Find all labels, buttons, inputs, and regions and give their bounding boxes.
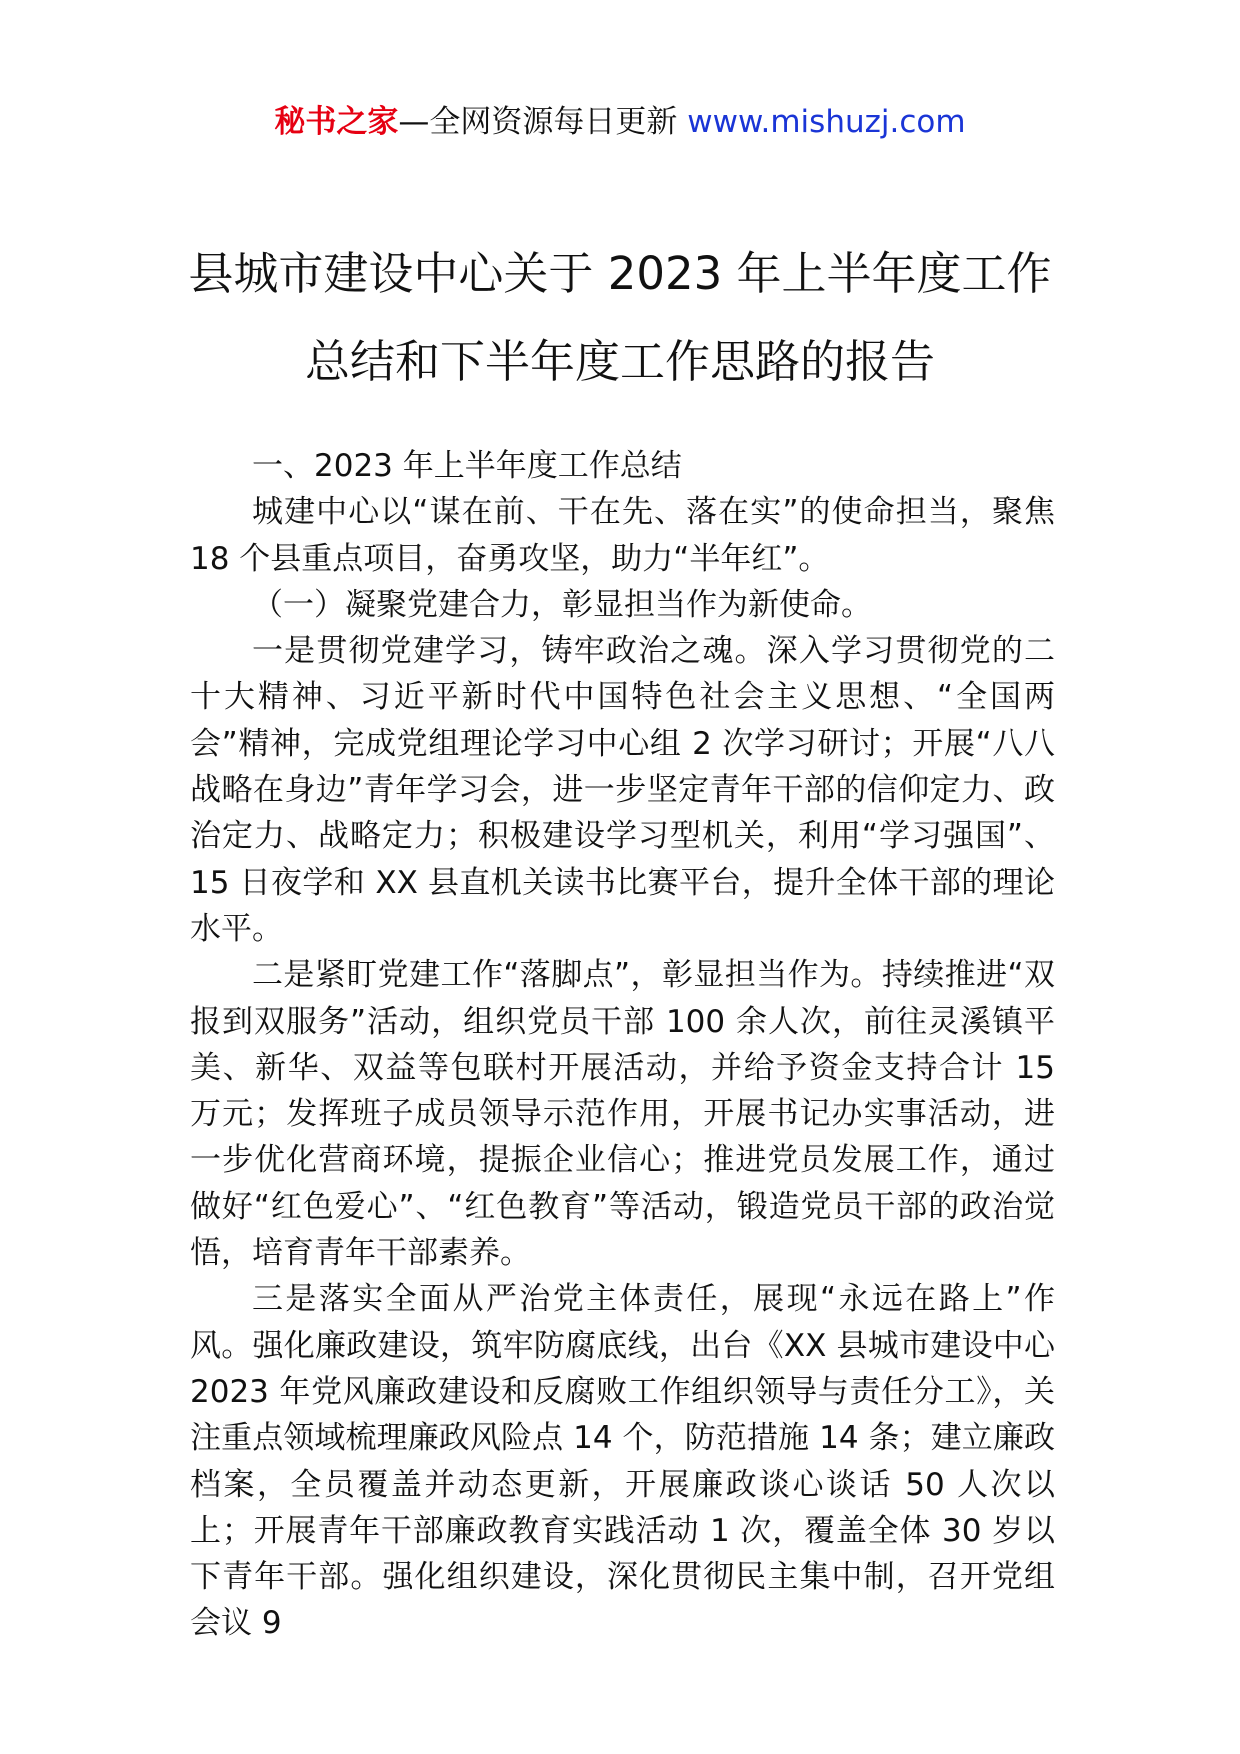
document-title [140, 230, 1100, 406]
title-line-2: 总结和下半年度工作思路的报告 [304, 335, 935, 388]
body-paragraph: 城建中心以“谋在前、干在先、落在实”的使命担当，聚焦 18 个县重点项目，奋勇攻坚，助力“半年红”。 [190, 494, 1055, 577]
site-url[interactable]: www.mishuzj.com [687, 104, 966, 140]
body-paragraph: 一是贯彻党建学习，铸牢政治之魂。深入学习贯彻党的二十大精神、习近平新时代中国特色社会主义思想、“全国两会”精神，完成党组理论学习中心组 2 次学习研讨；开展“八八战略在身边”青年学习会，进一步坚定青年干部的信仰定力、政治定力、战略定力；积极建设学习型机关，利用“学习强国”、15 日夜学和 XX 县直机关读书比赛平台，提升全体干部的理论水平。 [190, 633, 1055, 947]
subsection-heading: （一）凝聚党建合力，彰显担当作为新使命。 [252, 586, 872, 623]
site-header [0, 100, 1240, 144]
body-paragraph: 二是紧盯党建工作“落脚点”，彰显担当作为。持续推进“双报到双服务”活动，组织党员干部 100 余人次，前往灵溪镇平美、新华、双益等包联村开展活动，并给予资金支持合计 15 万元；发挥班子成员领导示范作用，开展书记办实事活动，进一步优化营商环境，提振企业信心；推进党员发展工作，通过做好“红色爱心”、“红色教育”等活动，锻造党员干部的政治觉悟，培育青年干部素养。 [190, 957, 1055, 1272]
brand-name: 秘书之家 [274, 104, 399, 140]
title-line-1: 县城市建设中心关于 2023 年上半年度工作 [188, 247, 1052, 300]
header-tagline: —全网资源每日更新 [398, 104, 688, 140]
section-heading: 一、2023 年上半年度工作总结 [252, 448, 682, 484]
document-body [190, 443, 1055, 1647]
body-paragraph: 三是落实全面从严治党主体责任，展现“永远在路上”作风。强化廉政建设，筑牢防腐底线，出台《XX 县城市建设中心 2023 年党风廉政建设和反腐败工作组织领导与责任分工》，关注重点领域梳理廉政风险点 14 个，防范措施 14 条；建立廉政档案，全员覆盖并动态更新，开展廉政谈心谈话 50 人次以上；开展青年干部廉政教育实践活动 1 次，覆盖全体 30 岁以下青年干部。强化组织建设，深化贯彻民主集中制，召开党组会议 9 [190, 1281, 1055, 1642]
